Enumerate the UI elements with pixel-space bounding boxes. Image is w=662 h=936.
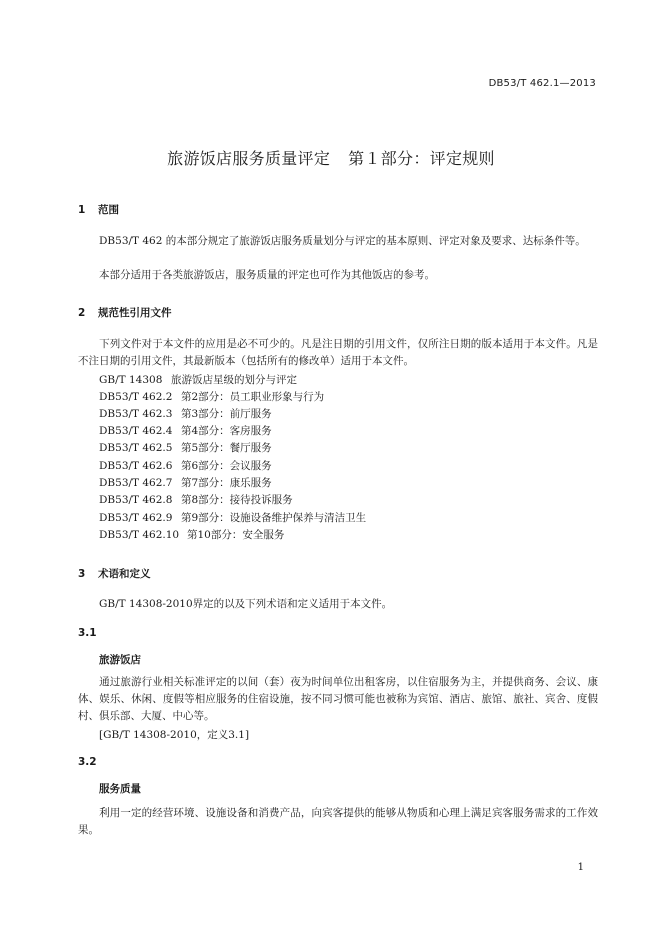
scope-paragraph-2: 本部分适用于各类旅游饭店，服务质量的评定也可作为其他饭店的参考。 <box>99 269 435 281</box>
title-part: 第１部分：评定规则 <box>348 149 495 168</box>
reference-item: DB53/T 462.6 第6部分：会议服务 <box>99 460 272 472</box>
section-title: 术语和定义 <box>98 568 151 580</box>
document-title <box>0 146 662 169</box>
section-heading-terms <box>78 566 151 581</box>
section-number: 2 <box>78 307 86 319</box>
scope-paragraph-1: DB53/T 462 的本部分规定了旅游饭店服务质量划分与评定的基本原则、评定对象及要求、达标条件等。 <box>99 235 586 247</box>
term-definition: 通过旅游行业相关标准评定的以间（套）夜为时间单位出租客房，以住宿服务为主，并提供商务、会议、康体、娱乐、休闲、度假等相应服务的住宿设施，按不同习惯可能也被称为宾馆、酒店、旅馆、旅社、宾舍、度假村、俱乐部、大厦、中心等。 <box>78 676 598 722</box>
term-source: [GB/T 14308-2010，定义3.1] <box>99 729 250 741</box>
reference-item: DB53/T 462.10 第10部分：安全服务 <box>99 529 285 541</box>
term-definition: 利用一定的经营环境、设施设备和消费产品，向宾客提供的能够从物质和心理上满足宾客服务需求的工作效果。 <box>78 807 598 836</box>
page-number: 1 <box>577 862 584 873</box>
reference-item: DB53/T 462.2 第2部分：员工职业形象与行为 <box>99 391 325 403</box>
title-main: 旅游饭店服务质量评定 <box>167 149 331 168</box>
section-heading-normative <box>78 305 172 320</box>
reference-item: DB53/T 462.3 第3部分：前厅服务 <box>99 408 272 420</box>
reference-item: DB53/T 462.8 第8部分：接待投诉服务 <box>99 494 293 506</box>
term-name: 旅游饭店 <box>99 654 141 666</box>
section-title: 范围 <box>98 204 119 216</box>
terms-intro: GB/T 14308-2010界定的以及下列术语和定义适用于本文件。 <box>99 598 393 610</box>
reference-item: GB/T 14308 旅游饭店星级的划分与评定 <box>99 374 297 386</box>
section-title: 规范性引用文件 <box>98 307 172 319</box>
standard-code: DB53/T 462.1—2013 <box>488 78 596 89</box>
normative-paragraph: 下列文件对于本文件的应用是必不可少的。凡是注日期的引用文件，仅所注日期的版本适用于本文件。凡是不注日期的引用文件，其最新版本（包括所有的修改单）适用于本文件。 <box>78 338 598 367</box>
section-heading-scope <box>78 202 119 217</box>
section-number: 1 <box>78 204 86 216</box>
term-number: 3.1 <box>78 627 97 639</box>
term-number: 3.2 <box>78 756 97 768</box>
reference-item: DB53/T 462.7 第7部分：康乐服务 <box>99 477 272 489</box>
term-name: 服务质量 <box>99 783 141 795</box>
reference-item: DB53/T 462.5 第5部分：餐厅服务 <box>99 442 272 454</box>
reference-item: DB53/T 462.9 第9部分：设施设备维护保养与清洁卫生 <box>99 512 367 524</box>
section-number: 3 <box>78 568 86 580</box>
reference-item: DB53/T 462.4 第4部分：客房服务 <box>99 425 272 437</box>
